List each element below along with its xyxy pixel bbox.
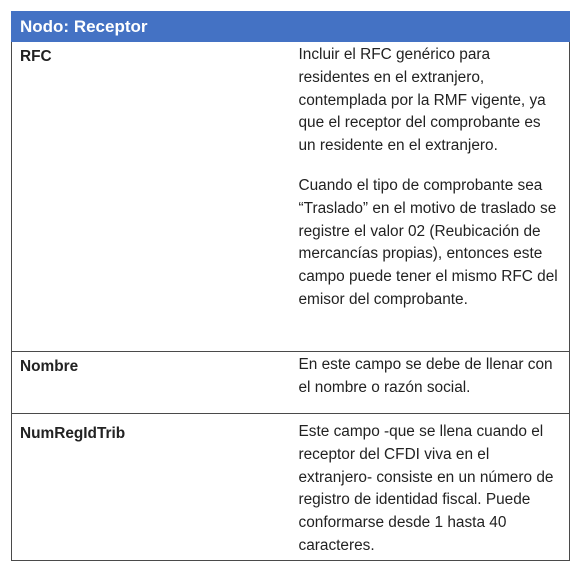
field-name-nombre: Nombre (12, 352, 291, 414)
field-name-rfc: RFC (12, 42, 291, 352)
table-row-nombre (12, 352, 570, 414)
receptor-node-table (11, 11, 570, 561)
table-row-numregidtrib (12, 414, 570, 561)
table-row-rfc (12, 42, 570, 352)
table-header-row (12, 12, 570, 42)
description-paragraph: Cuando el tipo de comprobante sea “Traslado” en el motivo de traslado se registre el valor 02 (Reubicación de mercancías propias), entonces este campo puede tener el mismo RFC del emisor del comprobante. (298, 176, 558, 308)
field-name-numregidtrib: NumRegIdTrib (12, 414, 291, 561)
field-description-numregidtrib (291, 414, 570, 561)
field-description-rfc (291, 42, 570, 352)
description-paragraph: En este campo se debe de llenar con el nombre o razón social. (298, 356, 553, 396)
field-description-nombre (291, 352, 570, 414)
table-title: Nodo: Receptor (12, 12, 570, 42)
description-paragraph: Incluir el RFC genérico para residentes en el extranjero, contemplada por la RMF vigente, ya que el receptor del comprobante es un residente en el extranjero. (298, 46, 546, 155)
description-paragraph: Este campo -que se llena cuando el receptor del CFDI viva en el extranjero- consiste en un número de registro de identidad fiscal. Puede conformarse desde 1 hasta 40 caracteres. (298, 423, 554, 554)
